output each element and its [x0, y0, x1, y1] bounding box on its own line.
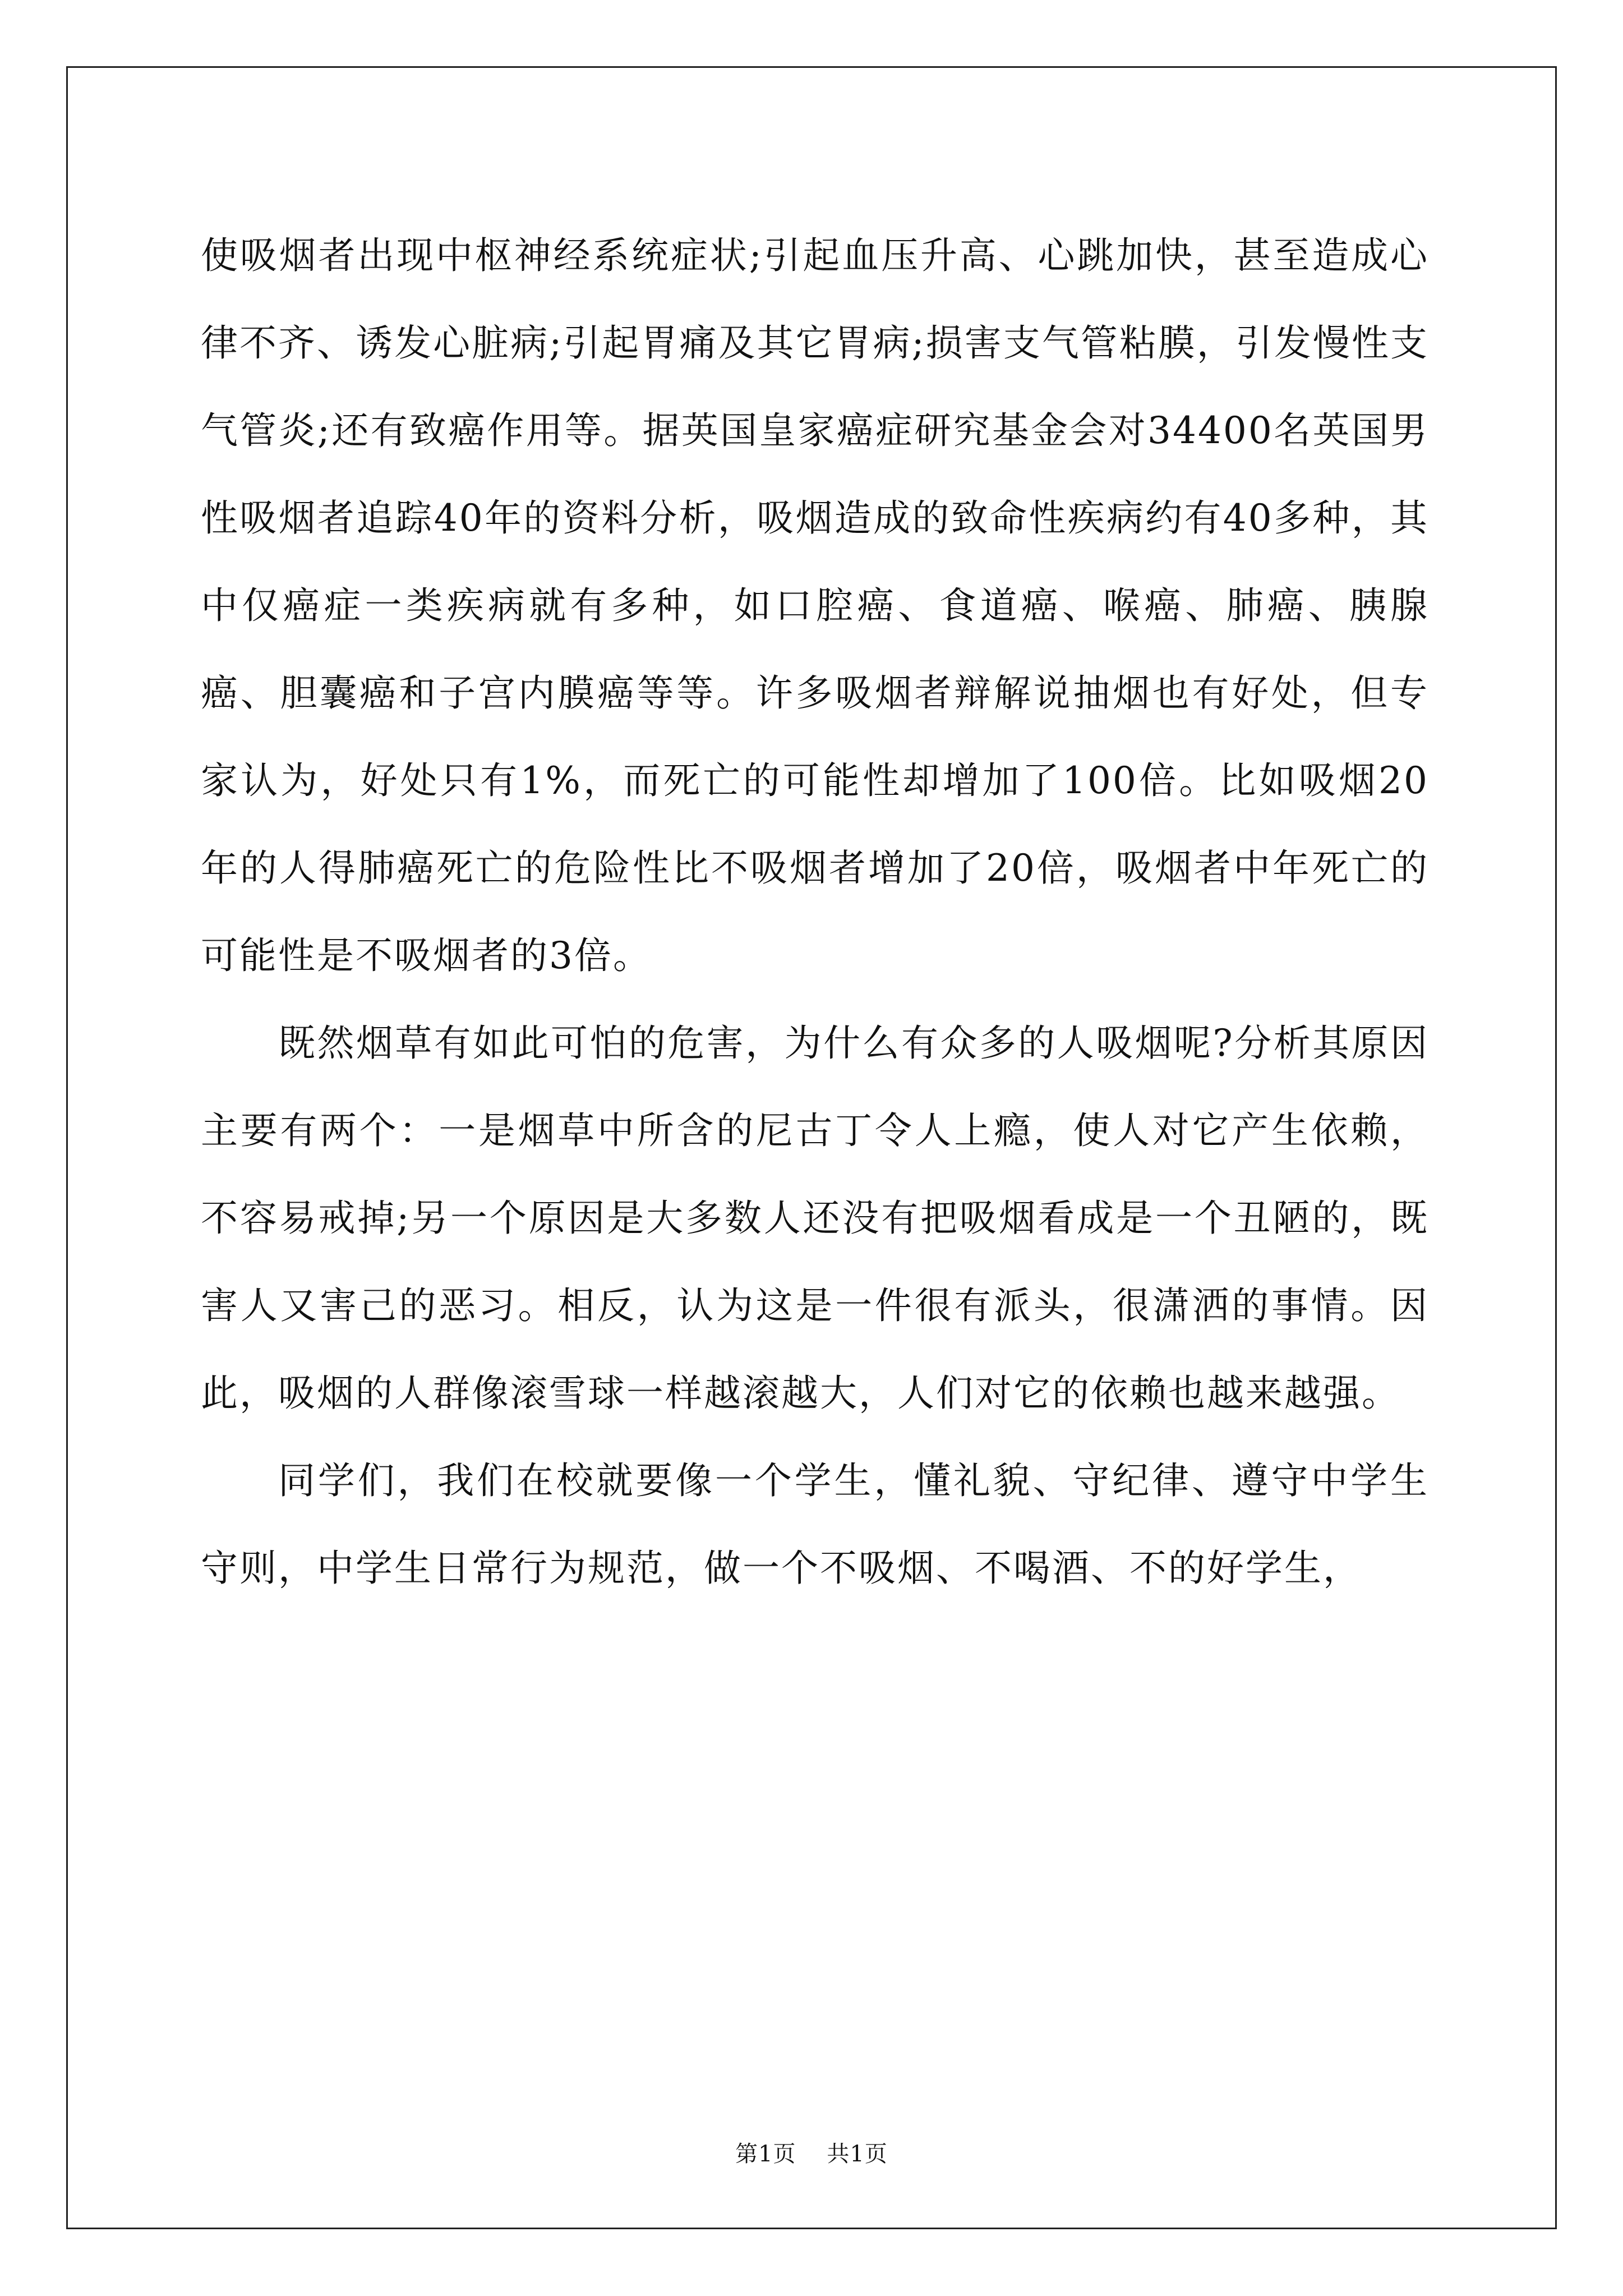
paragraph-2: 既然烟草有如此可怕的危害，为什么有众多的人吸烟呢?分析其原因主要有两个：一是烟草中所含的尼古丁令人上瘾，使人对它产生依赖，不容易戒掉;另一个原因是大多数人还没有把吸烟看成是一个丑陋的，既害人又害己的恶习。相反，认为这是一件很有派头，很潇洒的事情。因此，吸烟的人群像滚雪球一样越滚越大，人们对它的依赖也越来越强。: [201, 1022, 1429, 1415]
document-body: [201, 212, 1429, 1612]
page-footer: [0, 2137, 1623, 2171]
paragraph-3: 同学们，我们在校就要像一个学生，懂礼貌、守纪律、遵守中学生守则，中学生日常行为规范，做一个不吸烟、不喝酒、不的好学生，: [201, 1459, 1429, 1590]
paragraph-1: 使吸烟者出现中枢神经系统症状;引起血压升高、心跳加快，甚至造成心律不齐、诱发心脏病;引起胃痛及其它胃病;损害支气管粘膜，引发慢性支气管炎;还有致癌作用等。据英国皇家癌症研究基金会对34400名英国男性吸烟者追踪40年的资料分析，吸烟造成的致命性疾病约有40多种，其中仅癌症一类疾病就有多种，如口腔癌、食道癌、喉癌、肺癌、胰腺癌、胆囊癌和子宫内膜癌等等。许多吸烟者辩解说抽烟也有好处，但专家认为，好处只有1%，而死亡的可能性却增加了100倍。比如吸烟20年的人得肺癌死亡的危险性比不吸烟者增加了20倍，吸烟者中年死亡的可能性是不吸烟者的3倍。: [201, 234, 1429, 977]
page-number: 第1页: [735, 2141, 796, 2167]
page-total: 共1页: [827, 2141, 888, 2167]
